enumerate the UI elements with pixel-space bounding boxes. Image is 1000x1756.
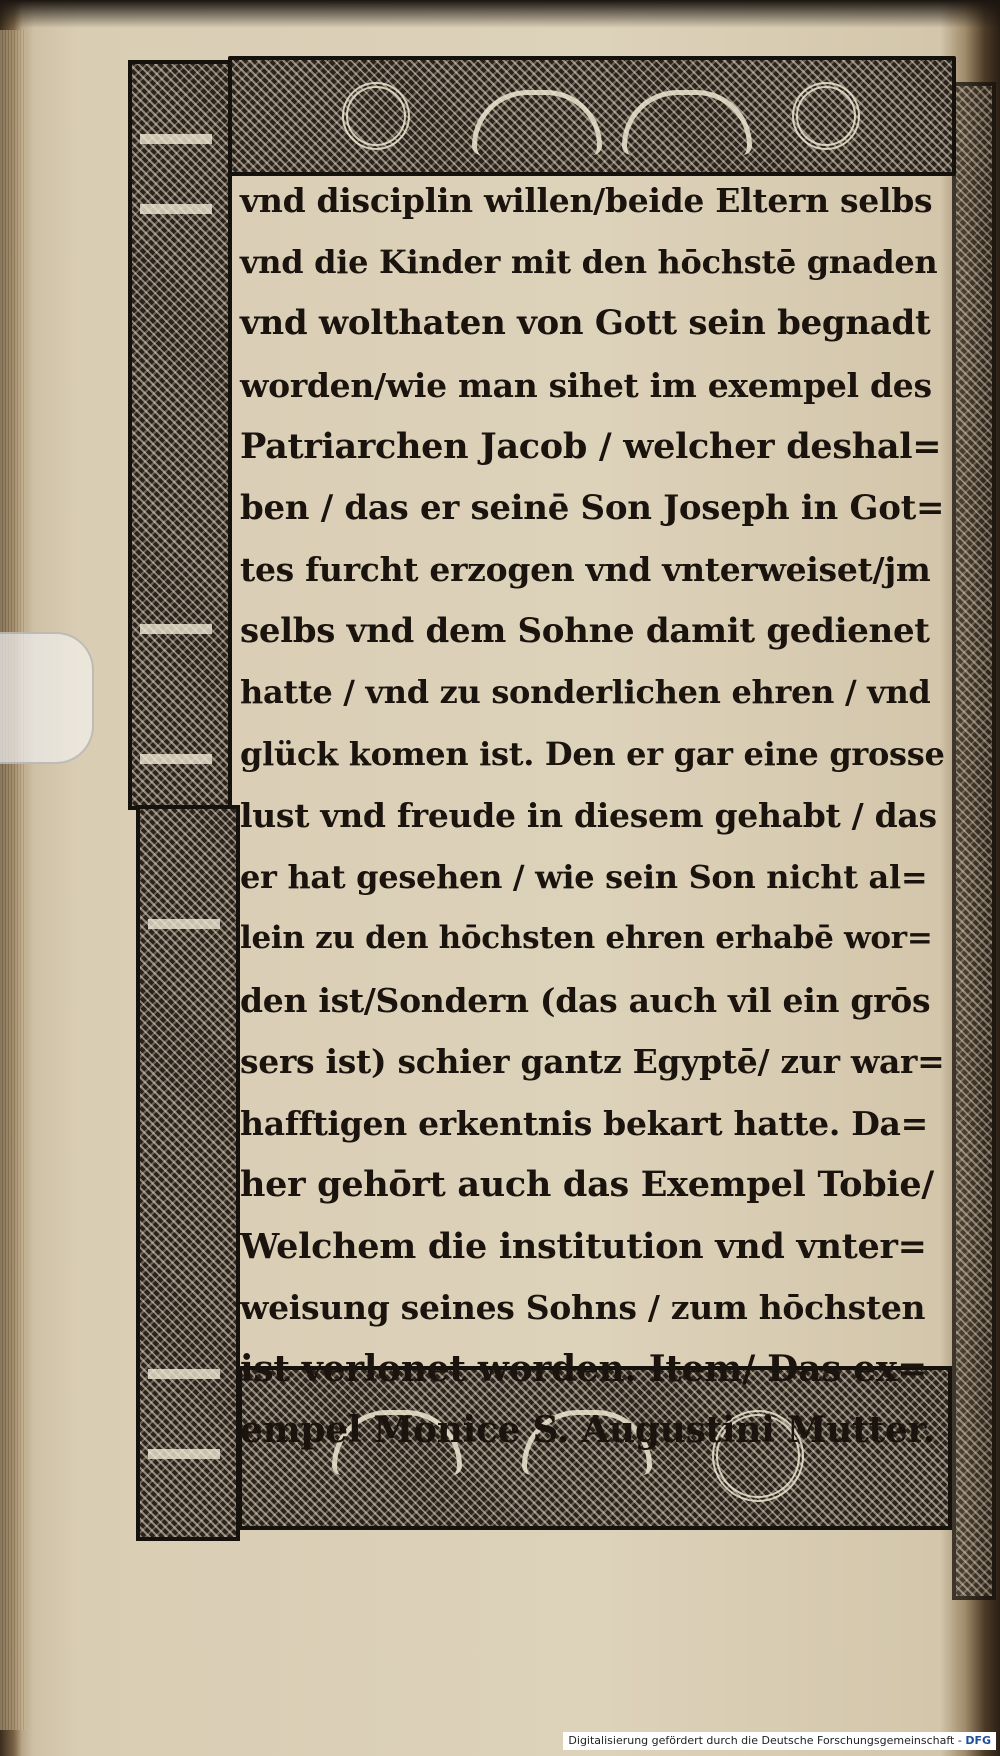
scanner-clip: [0, 632, 94, 764]
text-line: her gehōrt auch das Exempel Tobie/: [240, 1164, 934, 1205]
text-line: vnd disciplin willen/beide Eltern selbs: [240, 181, 933, 220]
text-line: ist verlonet worden. Item/ Das ex=: [240, 1347, 927, 1390]
woodcut-top-frieze: [228, 56, 956, 176]
text-line: selbs vnd dem Sohne damit gedienet: [240, 610, 930, 651]
rosette-ornament-icon: [342, 82, 410, 150]
column-band: [140, 624, 212, 634]
rosette-ornament-icon: [792, 82, 860, 150]
page-edges: [0, 30, 26, 1730]
text-line: worden/wie man sihet im exempel des: [240, 365, 932, 405]
text-line: hatte / vnd zu sonderlichen ehren / vnd: [240, 673, 931, 711]
column-band: [148, 1369, 220, 1379]
text-line: lust vnd freude in diesem gehabt / das: [240, 796, 937, 835]
digitization-credit: [563, 1732, 996, 1750]
woodcut-left-pillar-lower: [136, 805, 240, 1541]
text-line: er hat gesehen / wie sein Son nicht al=: [240, 857, 928, 896]
column-band: [140, 754, 212, 764]
text-line: tes furcht erzogen vnd vnterweiset/jm: [240, 550, 931, 589]
column-band: [140, 134, 212, 144]
text-line: sers ist) schier gantz Egyptē/ zur war=: [240, 1042, 945, 1081]
facing-page-border: [952, 82, 996, 1600]
leaf-ornament-icon: [472, 90, 602, 155]
text-line: hafftigen erkentnis bekart hatte. Da=: [240, 1103, 928, 1143]
dfg-logo: DFG: [965, 1734, 991, 1747]
text-line: empel Monice S. Augustini Mutter.: [240, 1409, 936, 1451]
text-line: vnd wolthaten von Gott sein begnadt: [240, 303, 931, 343]
page-text: [240, 170, 945, 1462]
text-line: vnd die Kinder mit den hōchstē gnaden: [240, 242, 938, 281]
text-line: ben / das er seinē Son Joseph in Got=: [240, 487, 945, 528]
text-line: Patriarchen Jacob / welcher deshal=: [240, 426, 942, 467]
text-line: Welchem die institution vnd vnter=: [240, 1225, 927, 1267]
text-line: lein zu den hōchsten ehren erhabē wor=: [240, 920, 933, 956]
credit-text: Digitalisierung gefördert durch die Deutsche Forschungsgemeinschaft -: [568, 1734, 966, 1747]
text-line: den ist/Sondern (das auch vil ein grōs: [240, 980, 931, 1020]
column-band: [140, 204, 212, 214]
woodcut-left-pillar-upper: [128, 60, 232, 810]
column-band: [148, 1449, 220, 1459]
text-line: glück komen ist. Den er gar eine grosse: [240, 734, 945, 773]
top-shadow: [0, 0, 1000, 28]
leaf-ornament-icon: [622, 90, 752, 155]
text-line: weisung seines Sohns / zum hōchsten: [240, 1288, 926, 1327]
column-band: [148, 919, 220, 929]
